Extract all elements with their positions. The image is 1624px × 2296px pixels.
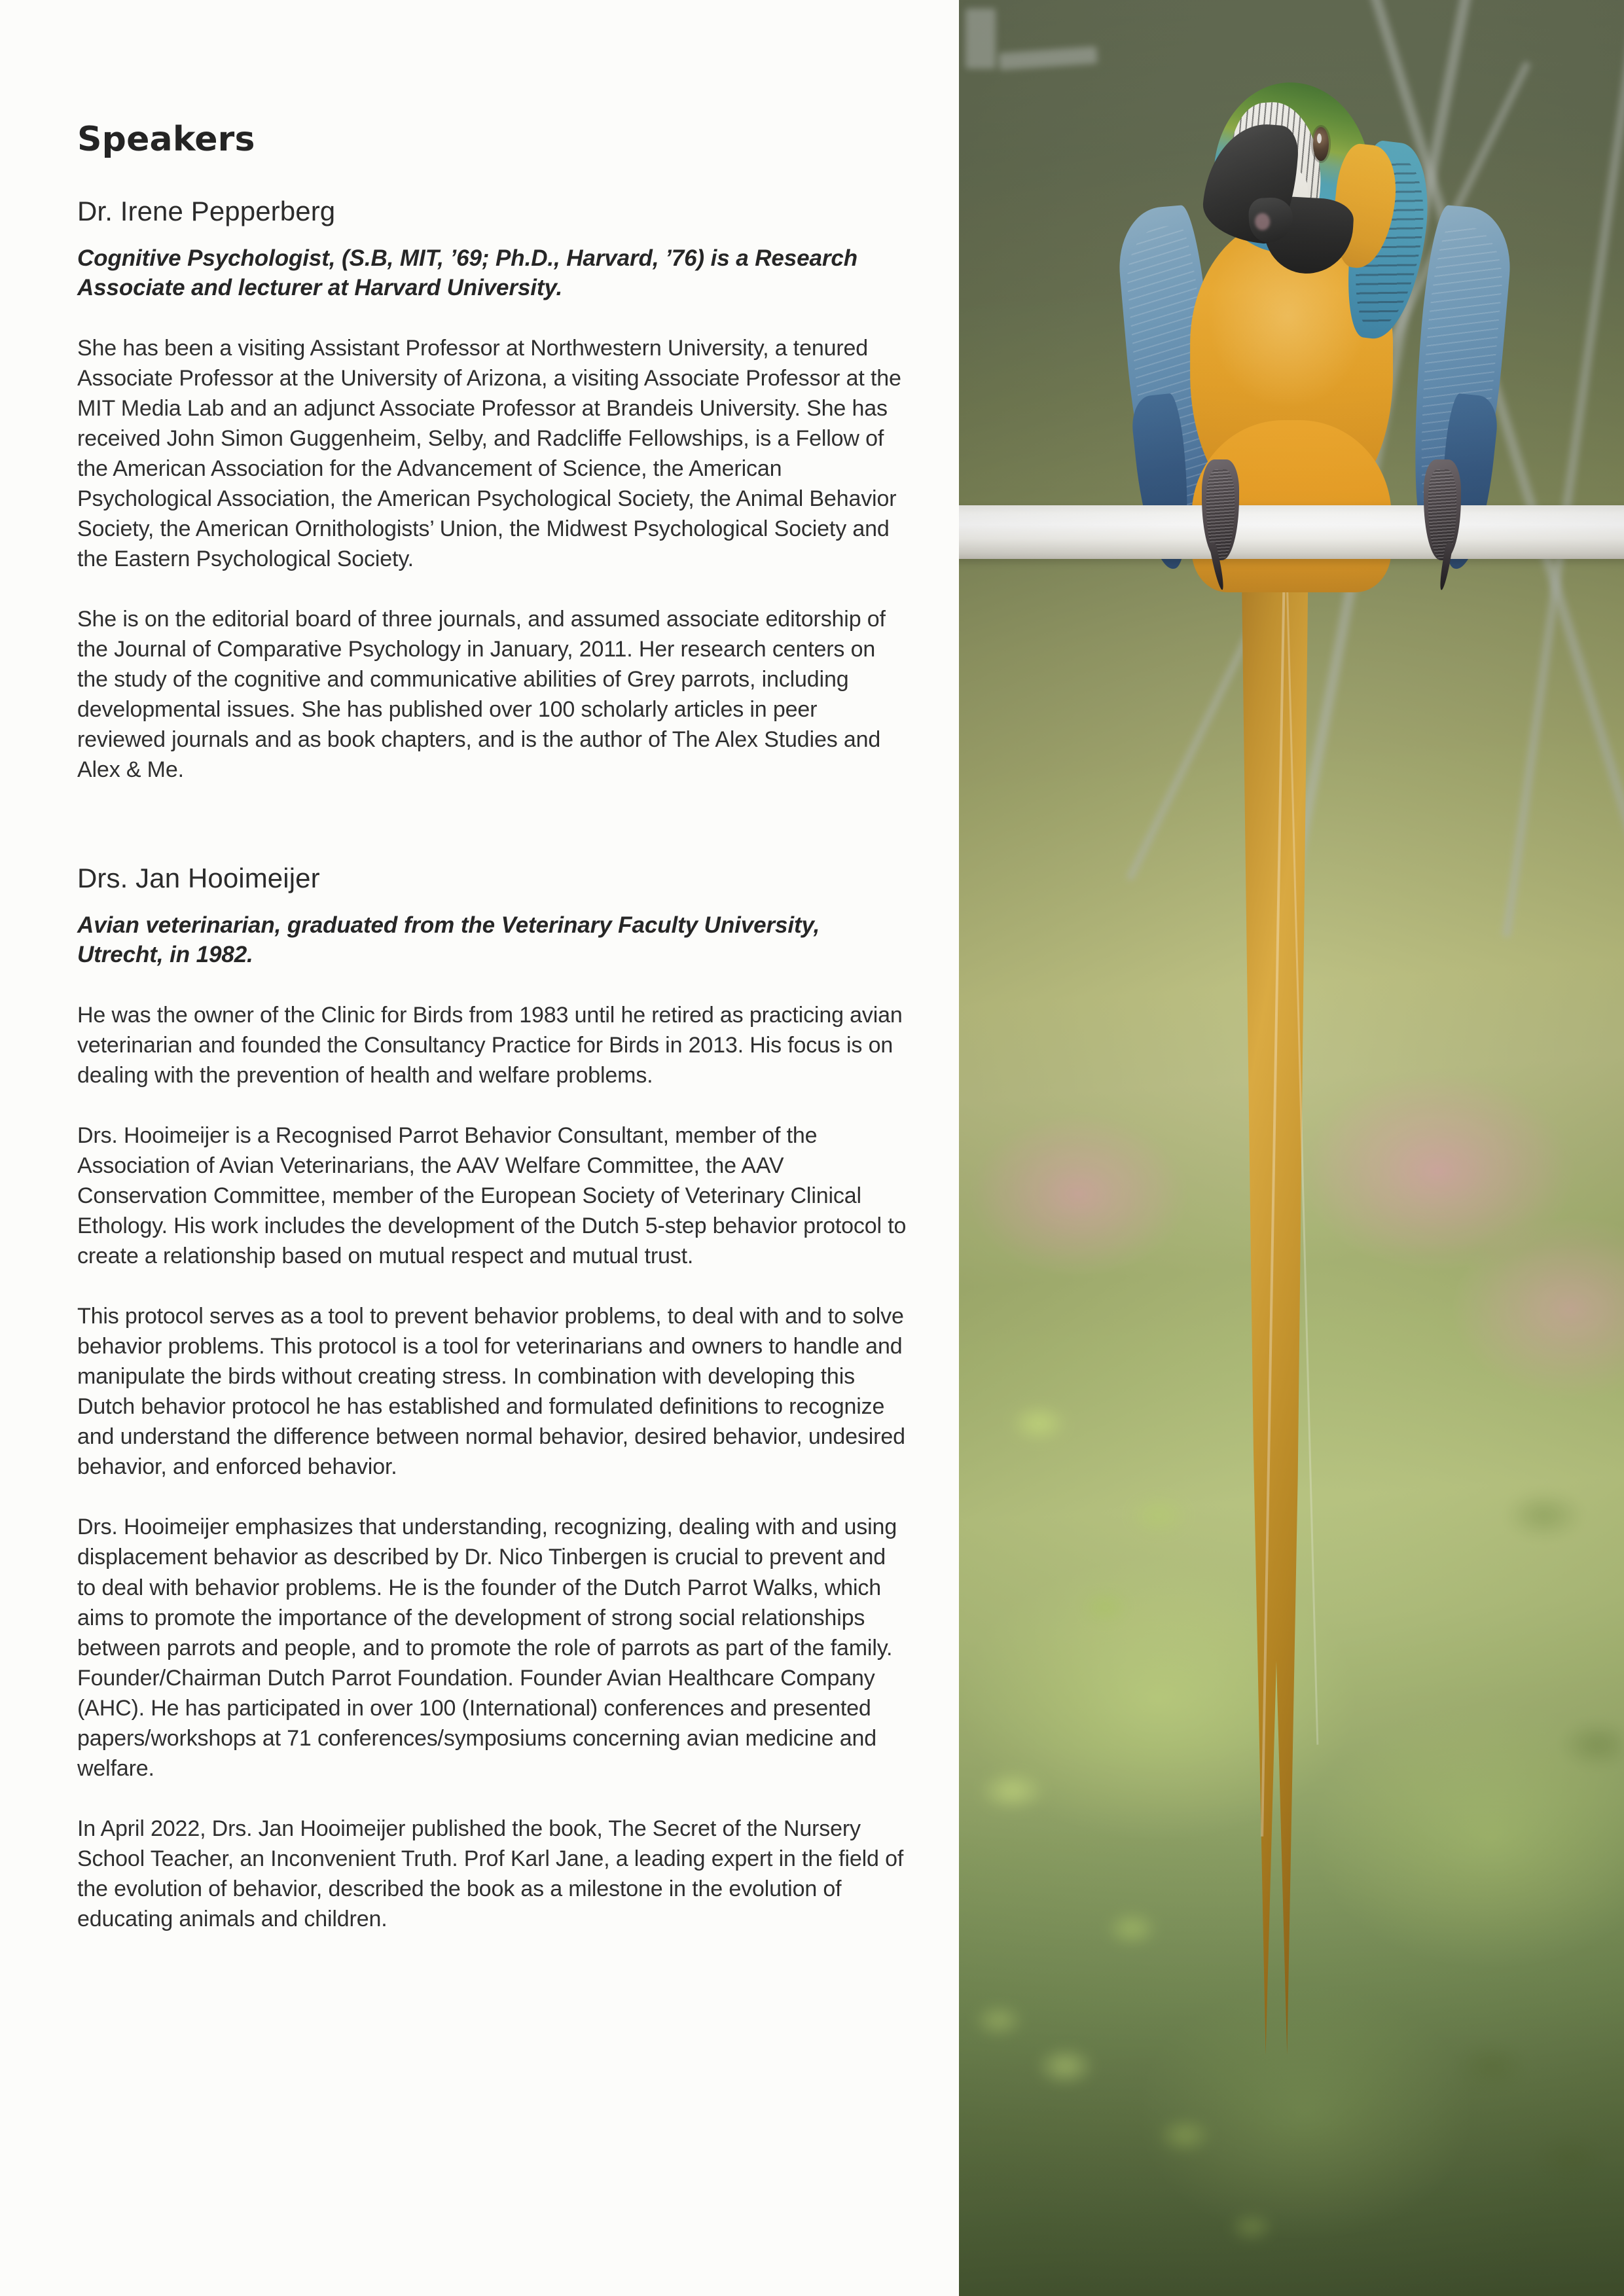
speaker-bio-paragraph: This protocol serves as a tool to prevent behavior problems, to deal with and to solve behavior problems. This protocol is a tool for veterinarians and owners to handle and manipulate the birds without creating stress. In combination with developing this Dutch behavior protocol he has established and formulated definitions to recognize and understand the difference between normal behavior, desired behavior, undesired behavior, and enforced behavior. bbox=[77, 1304, 905, 1480]
speaker-name: Dr. Irene Pepperberg bbox=[77, 195, 336, 226]
speaker-bio-paragraph: Drs. Hooimeijer emphasizes that understanding, recognizing, dealing with and using displacement behavior as described by Dr. Nico Tinbergen is crucial to prevent and to deal with behavior problems. He is the founder of the Dutch Parrot Walks, which aims to promote the importance of the development of strong social relationships between parrots and people, and to promote the role of parrots as part of the family. Founder/Chairman Dutch Parrot Foundation. Founder Avian Healthcare Company (AHC). He has participated in over 100 (International) conferences and presented papers/workshops at 71 conferences/symposiums concerning avian medicine and welfare. bbox=[77, 1515, 897, 1781]
macaw-photo bbox=[959, 0, 1624, 2296]
eye bbox=[1313, 127, 1329, 161]
speaker-bio-paragraph: She is on the editorial board of three journals, and assumed associate editorship of the Journal of Comparative Psychology in January, 2011. Her research centers on the study of the cognitive and communicative abilities of Grey parrots, including developmental issues. She has published over 100 scholarly articles in peer reviewed journals and as book chapters, and is the author of The Alex Studies and Alex & Me. bbox=[77, 607, 886, 783]
speaker-name: Drs. Jan Hooimeijer bbox=[77, 862, 320, 893]
speaker-bio-paragraph: She has been a visiting Assistant Professor at Northwestern University, a tenured Associate Professor at the University of Arizona, a visiting Associate Professor at the MIT Media Lab and an adjunct Associate Professor at Brandeis University. She has received John Simon Guggenheim, Selby, and Radcliffe Fellowships, is a Fellow of the American Association for the Advancement of Science, the American Psychological Association, the American Psychological Society, the Animal Behavior Society, the American Ornithologists’ Union, the Midwest Psychological Society and the Eastern Psychological Society. bbox=[77, 335, 901, 572]
speaker-bio-paragraph: Drs. Hooimeijer is a Recognised Parrot Behavior Consultant, member of the Association of Avian Veterinarians, the AAV Welfare Committee, the AAV Conservation Committee, member of the European Society of Veterinary Clinical Ethology. His work includes the development of the Dutch 5-step behavior protocol to create a relationship based on mutual respect and mutual trust. bbox=[77, 1122, 907, 1268]
speaker-entry-hooimeijer bbox=[77, 863, 907, 1935]
perch-rail bbox=[959, 505, 1624, 559]
speaker-bio-paragraph: In April 2022, Drs. Jan Hooimeijer published the book, The Secret of the Nursery School Teacher, an Inconvenient Truth. Prof Karl Jane, a leading expert in the field of the evolution of behavior, described the book as a milestone in the evolution of educating animals and children. bbox=[77, 1816, 904, 1932]
speaker-bio-paragraph: He was the owner of the Clinic for Birds from 1983 until he retired as practicing avian veterinarian and founded the Consultancy Practice for Birds in 2013. His focus is on dealing with the prevention of health and welfare problems. bbox=[77, 1002, 903, 1088]
speaker-entry-pepperberg bbox=[77, 196, 907, 785]
speaker-credentials: Avian veterinarian, graduated from the Veterinary Faculty University, Utrecht, in 1982. bbox=[77, 912, 820, 968]
speakers-text-column bbox=[77, 0, 907, 2296]
speaker-credentials: Cognitive Psychologist, (S.B, MIT, ’69; Ph.D., Harvard, ’76) is a Research Associate and lecturer at Harvard University. bbox=[77, 245, 858, 301]
page-title: Speakers bbox=[77, 120, 255, 159]
tail-feathers bbox=[1236, 539, 1313, 2054]
macaw-figure bbox=[959, 0, 1624, 2296]
